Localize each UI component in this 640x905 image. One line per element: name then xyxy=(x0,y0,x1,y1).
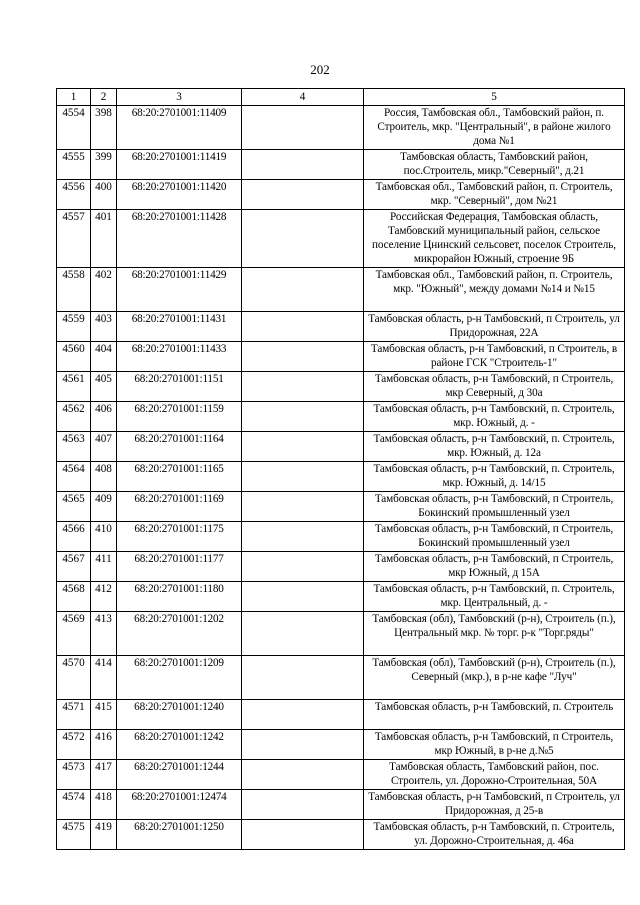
address-cell: Тамбовская область, р-н Тамбовский, п. Строитель, мкр. Южный, д. - xyxy=(364,402,625,432)
row-number-cell: 4566 xyxy=(57,522,91,552)
column-4-cell xyxy=(242,462,364,492)
column-4-cell xyxy=(242,820,364,850)
row-number-cell: 4573 xyxy=(57,760,91,790)
column-4-cell xyxy=(242,372,364,402)
row-number-cell: 4562 xyxy=(57,402,91,432)
column-4-cell xyxy=(242,210,364,268)
row-number-cell: 4564 xyxy=(57,462,91,492)
header-col-5: 5 xyxy=(364,89,625,106)
address-cell: Тамбовская область, р-н Тамбовский, п Строитель, ул Придорожная, д 25-в xyxy=(364,790,625,820)
sub-number-cell: 417 xyxy=(91,760,117,790)
row-number-cell: 4567 xyxy=(57,552,91,582)
row-number-cell: 4558 xyxy=(57,268,91,312)
column-4-cell xyxy=(242,656,364,700)
sub-number-cell: 407 xyxy=(91,432,117,462)
cadastral-number-cell: 68:20:2701001:1177 xyxy=(117,552,242,582)
cadastral-number-cell: 68:20:2701001:11428 xyxy=(117,210,242,268)
sub-number-cell: 404 xyxy=(91,342,117,372)
row-number-cell: 4574 xyxy=(57,790,91,820)
address-cell: Тамбовская область, р-н Тамбовский, п. Строитель, мкр. Центральный, д. - xyxy=(364,582,625,612)
row-number-cell: 4570 xyxy=(57,656,91,700)
table-row xyxy=(57,656,625,700)
table-body xyxy=(57,106,625,850)
table-header-row xyxy=(57,89,625,106)
column-4-cell xyxy=(242,150,364,180)
row-number-cell: 4554 xyxy=(57,106,91,150)
table-row xyxy=(57,312,625,342)
row-number-cell: 4572 xyxy=(57,730,91,760)
sub-number-cell: 409 xyxy=(91,492,117,522)
cadastral-number-cell: 68:20:2701001:11419 xyxy=(117,150,242,180)
table-row xyxy=(57,180,625,210)
row-number-cell: 4563 xyxy=(57,432,91,462)
table-row xyxy=(57,492,625,522)
header-col-3: 3 xyxy=(117,89,242,106)
cadastral-number-cell: 68:20:2701001:1175 xyxy=(117,522,242,552)
cadastral-number-cell: 68:20:2701001:1250 xyxy=(117,820,242,850)
column-4-cell xyxy=(242,402,364,432)
address-cell: Российская Федерация, Тамбовская область, Тамбовский муниципальный район, сельское поселение Цнинский сельсовет, поселок Строитель, микрорайон Южный, строение 9Б xyxy=(364,210,625,268)
address-cell: Тамбовская область, Тамбовский район, пос. Строитель, ул. Дорожно-Строительная, 50А xyxy=(364,760,625,790)
address-cell: Тамбовская область, р-н Тамбовский, п Строитель, мкр Южный, д 15А xyxy=(364,552,625,582)
column-4-cell xyxy=(242,552,364,582)
table-row xyxy=(57,820,625,850)
cadastral-number-cell: 68:20:2701001:11433 xyxy=(117,342,242,372)
row-number-cell: 4565 xyxy=(57,492,91,522)
cadastral-number-cell: 68:20:2701001:12474 xyxy=(117,790,242,820)
table-row xyxy=(57,612,625,656)
column-4-cell xyxy=(242,760,364,790)
row-number-cell: 4571 xyxy=(57,700,91,730)
address-cell: Тамбовская обл., Тамбовский район, п. Строитель, мкр. "Северный", дом №21 xyxy=(364,180,625,210)
row-number-cell: 4556 xyxy=(57,180,91,210)
sub-number-cell: 403 xyxy=(91,312,117,342)
cadastral-number-cell: 68:20:2701001:1242 xyxy=(117,730,242,760)
column-4-cell xyxy=(242,432,364,462)
column-4-cell xyxy=(242,730,364,760)
sub-number-cell: 412 xyxy=(91,582,117,612)
table-row xyxy=(57,700,625,730)
cadastral-number-cell: 68:20:2701001:1202 xyxy=(117,612,242,656)
cadastral-number-cell: 68:20:2701001:1209 xyxy=(117,656,242,700)
page-number: 202 xyxy=(310,62,330,77)
address-cell: Тамбовская область, р-н Тамбовский, п Строитель, ул Придорожная, 22А xyxy=(364,312,625,342)
table-row xyxy=(57,210,625,268)
cadastral-number-cell: 68:20:2701001:11409 xyxy=(117,106,242,150)
column-4-cell xyxy=(242,180,364,210)
sub-number-cell: 411 xyxy=(91,552,117,582)
cadastral-number-cell: 68:20:2701001:1240 xyxy=(117,700,242,730)
column-4-cell xyxy=(242,582,364,612)
row-number-cell: 4560 xyxy=(57,342,91,372)
cadastral-number-cell: 68:20:2701001:1180 xyxy=(117,582,242,612)
table-row xyxy=(57,582,625,612)
address-cell: Тамбовская область, Тамбовский район, пос.Строитель, микр."Северный", д.21 xyxy=(364,150,625,180)
sub-number-cell: 401 xyxy=(91,210,117,268)
header-col-2: 2 xyxy=(91,89,117,106)
table-row xyxy=(57,552,625,582)
column-4-cell xyxy=(242,612,364,656)
table-row xyxy=(57,372,625,402)
row-number-cell: 4555 xyxy=(57,150,91,180)
column-4-cell xyxy=(242,700,364,730)
address-cell: Тамбовская область, р-н Тамбовский, п. Строитель, мкр. Южный, д. 14/15 xyxy=(364,462,625,492)
sub-number-cell: 415 xyxy=(91,700,117,730)
table-row xyxy=(57,790,625,820)
address-cell: Тамбовская (обл), Тамбовский (р-н), Строитель (п.), Центральный мкр. № торг. р-к "Торг.ряды" xyxy=(364,612,625,656)
sub-number-cell: 408 xyxy=(91,462,117,492)
address-cell: Тамбовская обл., Тамбовский район, п. Строитель, мкр. "Южный", между домами №14 и №15 xyxy=(364,268,625,312)
address-cell: Россия, Тамбовская обл., Тамбовский район, п. Строитель, мкр. "Центральный", в районе жилого дома №1 xyxy=(364,106,625,150)
sub-number-cell: 406 xyxy=(91,402,117,432)
sub-number-cell: 398 xyxy=(91,106,117,150)
row-number-cell: 4561 xyxy=(57,372,91,402)
sub-number-cell: 400 xyxy=(91,180,117,210)
sub-number-cell: 399 xyxy=(91,150,117,180)
address-cell: Тамбовская область, р-н Тамбовский, п Строитель, Бокинский промышленный узел xyxy=(364,492,625,522)
header-col-4: 4 xyxy=(242,89,364,106)
row-number-cell: 4575 xyxy=(57,820,91,850)
sub-number-cell: 410 xyxy=(91,522,117,552)
cadastral-number-cell: 68:20:2701001:1159 xyxy=(117,402,242,432)
row-number-cell: 4557 xyxy=(57,210,91,268)
sub-number-cell: 419 xyxy=(91,820,117,850)
cadastral-number-cell: 68:20:2701001:1165 xyxy=(117,462,242,492)
column-4-cell xyxy=(242,342,364,372)
sub-number-cell: 416 xyxy=(91,730,117,760)
row-number-cell: 4568 xyxy=(57,582,91,612)
address-cell: Тамбовская область, р-н Тамбовский, п Строитель, мкр Южный, в р-не д.№5 xyxy=(364,730,625,760)
sub-number-cell: 405 xyxy=(91,372,117,402)
address-cell: Тамбовская область, р-н Тамбовский, п Строитель, Бокинский промышленный узел xyxy=(364,522,625,552)
table-row xyxy=(57,342,625,372)
address-cell: Тамбовская область, р-н Тамбовский, п. Строитель, ул. Дорожно-Строительная, д. 46а xyxy=(364,820,625,850)
cadastral-number-cell: 68:20:2701001:1151 xyxy=(117,372,242,402)
table-row xyxy=(57,432,625,462)
registry-table xyxy=(56,88,625,850)
cadastral-number-cell: 68:20:2701001:1164 xyxy=(117,432,242,462)
cadastral-number-cell: 68:20:2701001:11420 xyxy=(117,180,242,210)
row-number-cell: 4569 xyxy=(57,612,91,656)
address-cell: Тамбовская область, р-н Тамбовский, п. Строитель xyxy=(364,700,625,730)
table-row xyxy=(57,760,625,790)
table-row xyxy=(57,150,625,180)
sub-number-cell: 413 xyxy=(91,612,117,656)
table-row xyxy=(57,402,625,432)
column-4-cell xyxy=(242,312,364,342)
column-4-cell xyxy=(242,106,364,150)
header-col-1: 1 xyxy=(57,89,91,106)
address-cell: Тамбовская область, р-н Тамбовский, п Строитель, мкр Северный, д 30а xyxy=(364,372,625,402)
row-number-cell: 4559 xyxy=(57,312,91,342)
table-row xyxy=(57,268,625,312)
column-4-cell xyxy=(242,492,364,522)
table-row xyxy=(57,106,625,150)
table-row xyxy=(57,522,625,552)
address-cell: Тамбовская область, р-н Тамбовский, п Строитель, в районе ГСК "Строитель-1" xyxy=(364,342,625,372)
column-4-cell xyxy=(242,790,364,820)
sub-number-cell: 402 xyxy=(91,268,117,312)
table-row xyxy=(57,462,625,492)
cadastral-number-cell: 68:20:2701001:11429 xyxy=(117,268,242,312)
address-cell: Тамбовская область, р-н Тамбовский, п. Строитель, мкр. Южный, д. 12а xyxy=(364,432,625,462)
cadastral-number-cell: 68:20:2701001:1244 xyxy=(117,760,242,790)
cadastral-number-cell: 68:20:2701001:1169 xyxy=(117,492,242,522)
sub-number-cell: 414 xyxy=(91,656,117,700)
address-cell: Тамбовская (обл), Тамбовский (р-н), Строитель (п.), Северный (мкр.), в р-не кафе "Луч" xyxy=(364,656,625,700)
sub-number-cell: 418 xyxy=(91,790,117,820)
cadastral-number-cell: 68:20:2701001:11431 xyxy=(117,312,242,342)
column-4-cell xyxy=(242,268,364,312)
table-row xyxy=(57,730,625,760)
column-4-cell xyxy=(242,522,364,552)
